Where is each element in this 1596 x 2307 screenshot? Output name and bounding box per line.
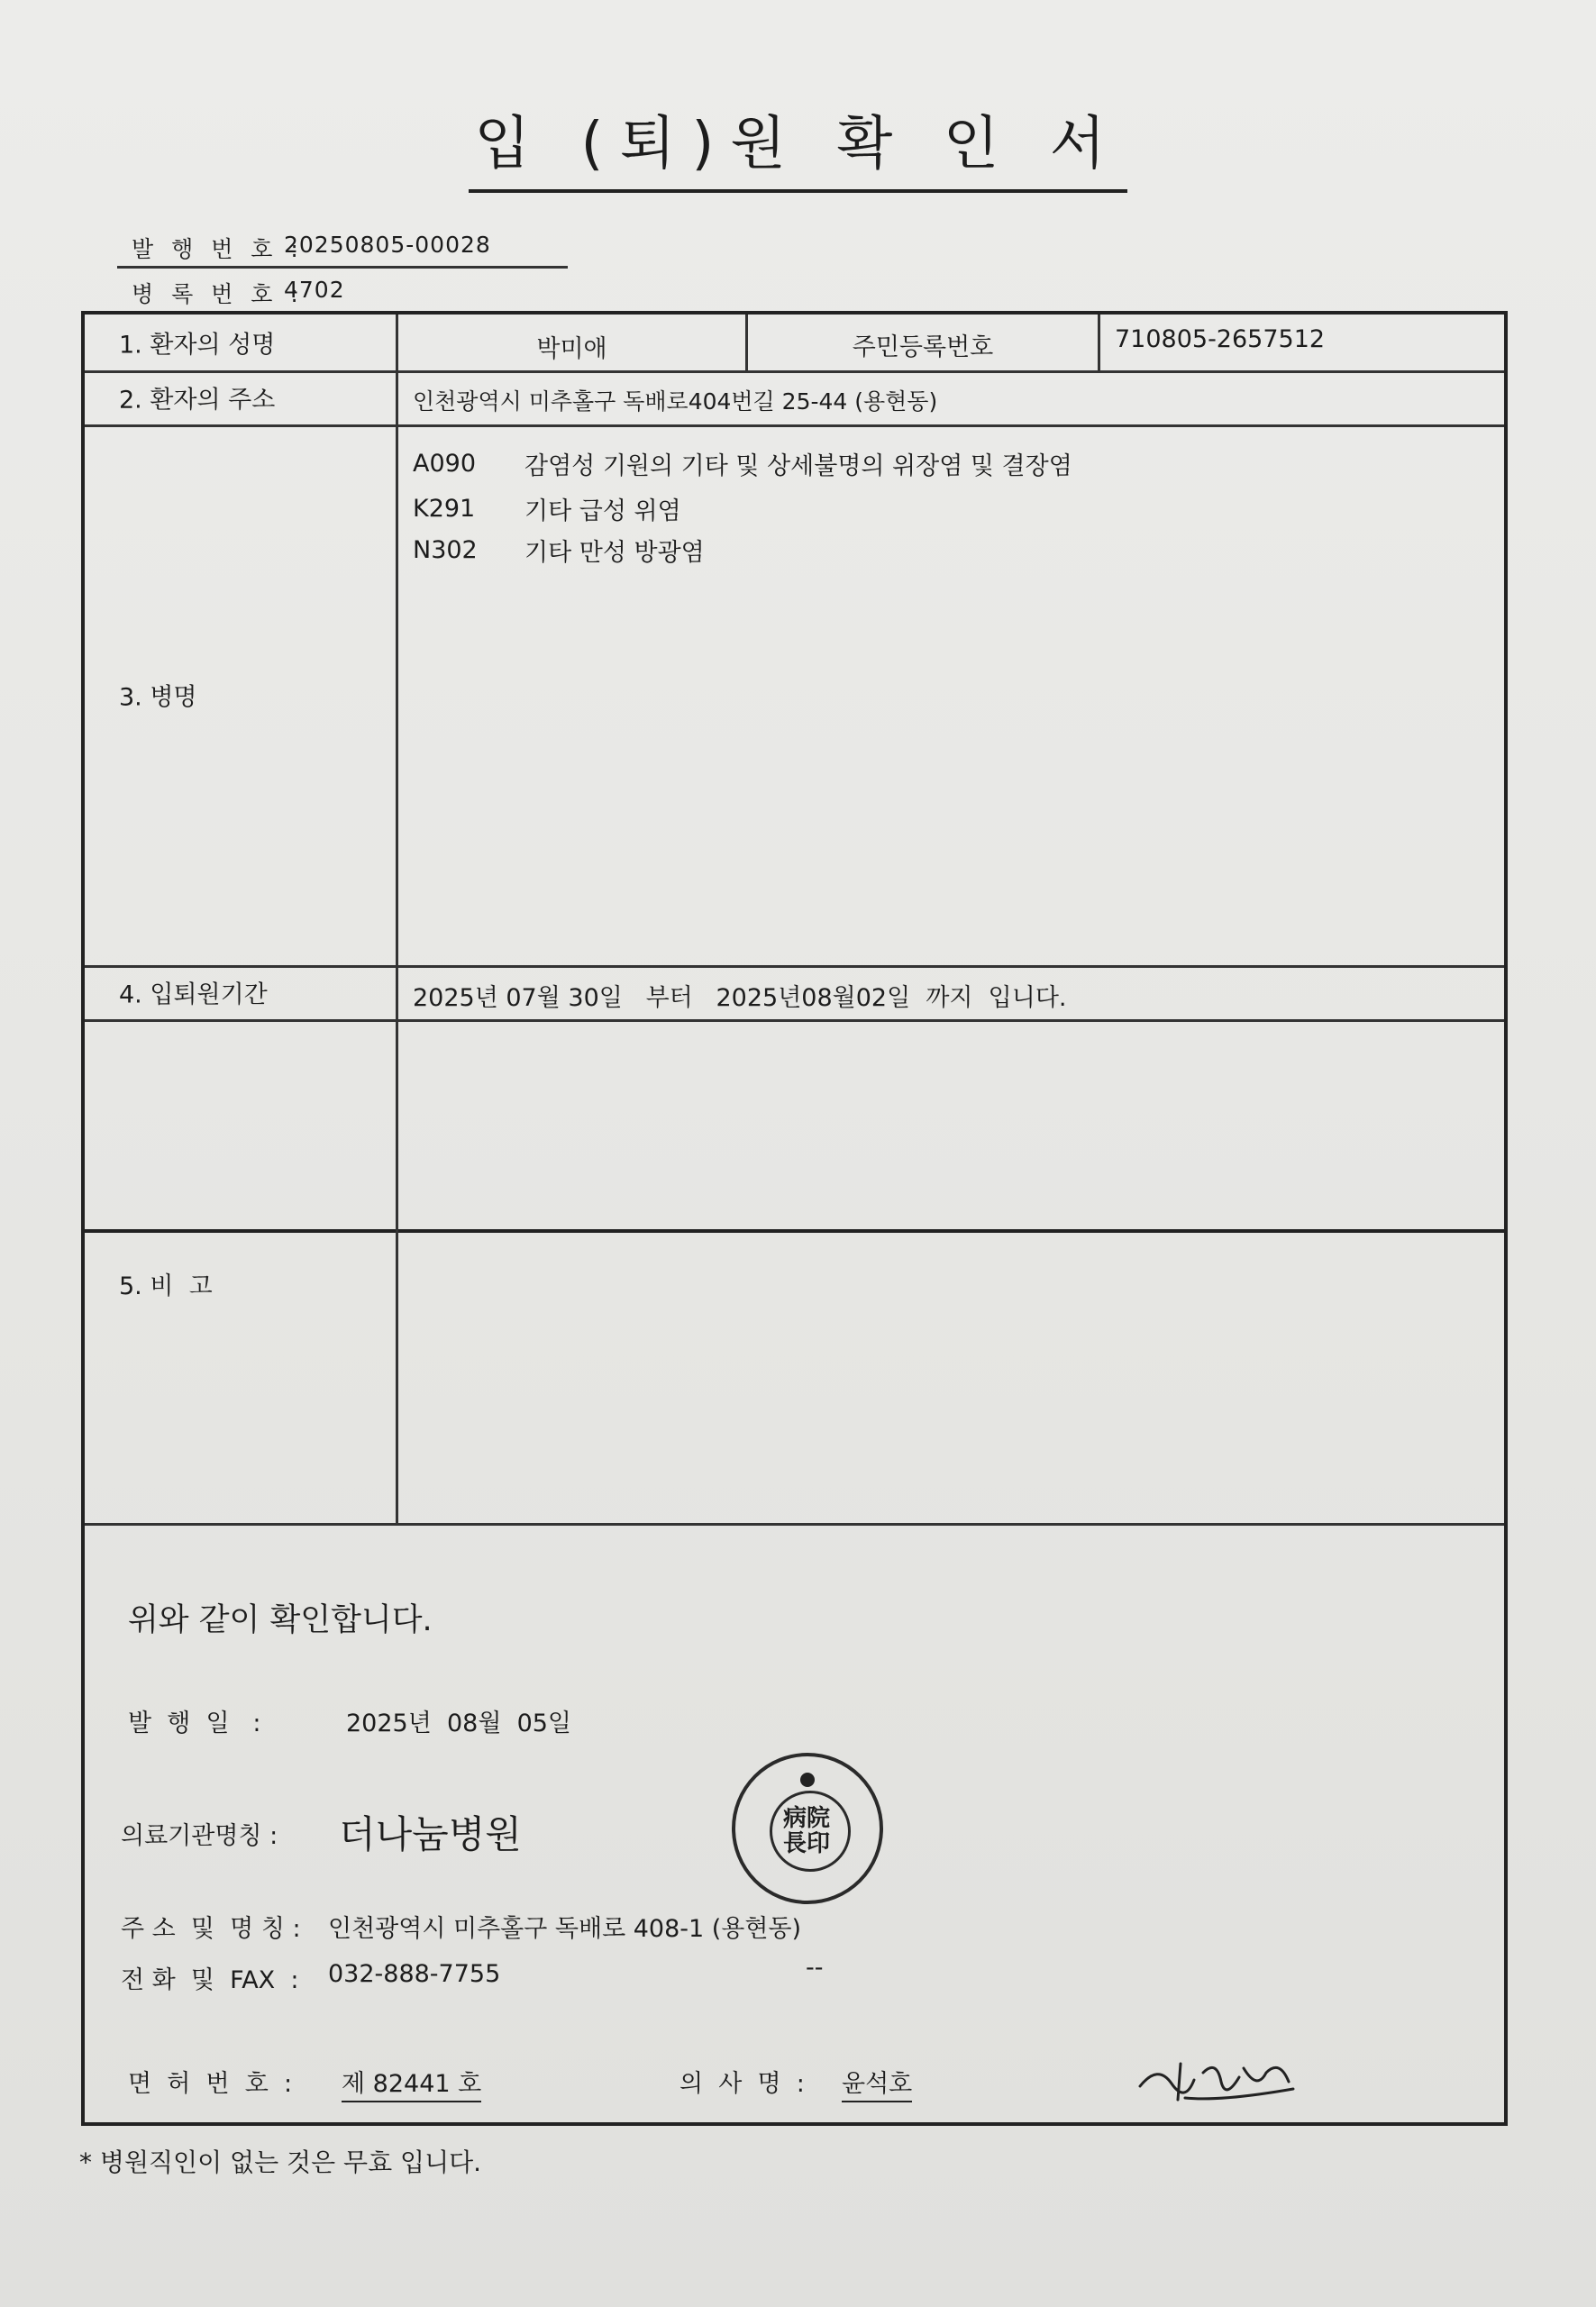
rrn-label: 주민등록번호: [852, 333, 994, 361]
hospital-seal: [732, 1753, 883, 1904]
issue-number-line: [117, 221, 568, 269]
period-value: 2025년 07월 30일 부터 2025년08월02일 까지 입니다.: [413, 984, 1067, 1012]
row-period: [85, 965, 1504, 1022]
seal-characters: 病院 長印: [782, 1805, 830, 1857]
diagnosis-value-cell: [398, 424, 1504, 965]
patient-name-value: 박미애: [536, 335, 607, 363]
issue-date-value: 2025년 08월 05일: [346, 1710, 572, 1737]
institution-name: 더나눔병원: [339, 1812, 522, 1856]
doctor-signature: [1131, 2046, 1311, 2118]
diagnosis-label-cell: [85, 424, 398, 965]
patient-address-value-cell: [398, 370, 1504, 424]
patient-name-value-cell: [398, 315, 1504, 370]
remarks-label-cell: [85, 1019, 398, 1229]
period-label-cell: [85, 965, 398, 1019]
diagnosis-name-3: 기타 만성 방광염: [524, 539, 705, 567]
diagnosis-code-3: N302: [413, 536, 478, 564]
phone-value: 032-888-7755: [328, 1960, 501, 1988]
row-patient-name: [85, 315, 1504, 373]
phone-label: 전 화 및 FAX :: [121, 1966, 299, 1994]
remarks-value-area: [398, 1226, 1504, 1526]
license-label: 면 허 번 호 :: [128, 2070, 293, 2098]
diagnosis-name-1: 감염성 기원의 기타 및 상세불명의 위장염 및 결장염: [524, 452, 1072, 480]
row-diagnosis: [85, 424, 1504, 968]
remarks-label: 5. 비 고: [119, 1272, 213, 1300]
diagnosis-code-1: A090: [413, 450, 477, 478]
rrn-value: 710805-2657512: [1115, 325, 1326, 353]
patient-address-label: 2. 환자의 주소: [119, 386, 276, 415]
institution-label: 의료기관명칭 :: [121, 1822, 278, 1850]
period-value-cell: [398, 965, 1504, 1019]
doctor-label: 의 사 명 :: [679, 2070, 805, 2098]
fax-value: --: [806, 1954, 824, 1982]
ward-number-line: [117, 266, 568, 314]
issue-number-label: 발 행 번 호 :: [132, 236, 304, 262]
remarks-continuation: [81, 1226, 1508, 1523]
institution-address-value: 인천광역시 미추홀구 독배로 408-1 (용현동): [328, 1915, 802, 1943]
footer-note: * 병원직인이 없는 것은 무효 입니다.: [79, 2147, 482, 2177]
diagnosis-label: 3. 병명: [119, 683, 197, 712]
doctor-value: 윤석호: [842, 2064, 912, 2102]
row-remarks-top: [85, 1019, 1504, 1229]
patient-name-label: 1. 환자의 성명: [119, 331, 276, 360]
patient-form-table: [81, 311, 1508, 1233]
ward-number-label: 병 록 번 호 :: [132, 281, 304, 307]
license-value: 제 82441 호: [342, 2064, 481, 2102]
period-label: 4. 입퇴원기간: [119, 980, 268, 1009]
certification-statement: 위와 같이 확인합니다.: [128, 1602, 433, 1638]
remarks-label-area: [85, 1226, 398, 1526]
issue-date-label: 발 행 일 :: [128, 1710, 261, 1737]
diagnosis-code-2: K291: [413, 495, 476, 523]
ward-number-value: 4702: [284, 277, 345, 303]
issue-number-value: 20250805-00028: [284, 232, 491, 258]
patient-address-value: 인천광역시 미추홀구 독배로404번길 25-44 (용현동): [413, 388, 938, 415]
patient-address-label-cell: [85, 370, 398, 424]
document-title: 입 (퇴)원 확 인 서: [0, 97, 1596, 193]
patient-name-label-cell: [85, 315, 398, 370]
seal-dot-icon: [800, 1773, 815, 1787]
row-patient-address: [85, 370, 1504, 427]
institution-address-label: 주 소 및 명 칭 :: [121, 1915, 301, 1943]
diagnosis-name-2: 기타 급성 위염: [524, 497, 681, 525]
rrn-label-cell: [745, 315, 1100, 370]
